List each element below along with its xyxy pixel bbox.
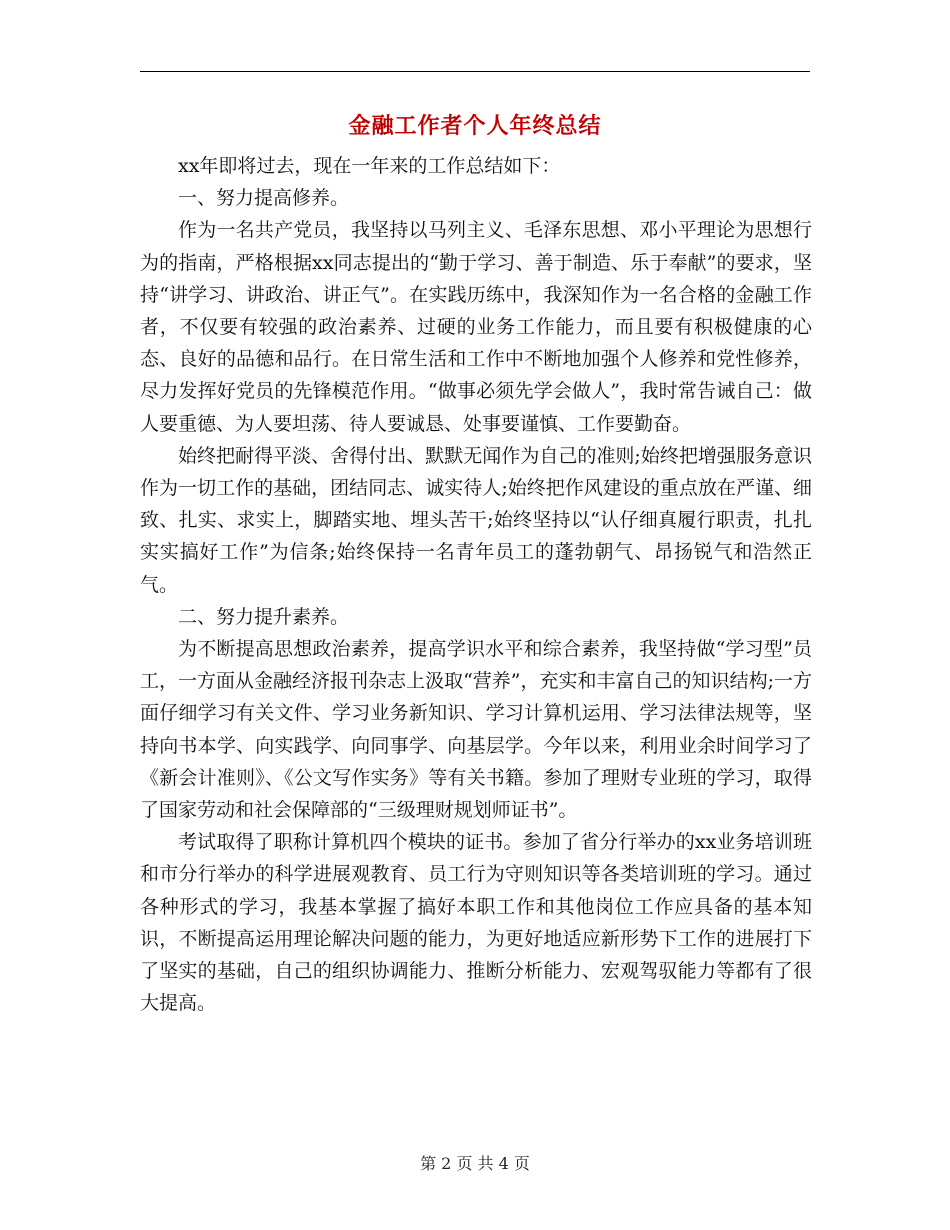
section-heading-2: 二、努力提升素养。: [178, 605, 350, 628]
section-heading-1: 一、努力提高修养。: [178, 187, 350, 210]
body-paragraph: 考试取得了职称计算机四个模块的证书。参加了省分行举办的xx业务培训班和市分行举办的科学进展观教育、员工行为守则知识等各类培训班的学习。通过各种形式的学习，我基本掌握了搞好本职工作和其他岗位工作应具备的基本知识，不断提高运用理论解决问题的能力，为更好地适应新形势下工作的进展打下了坚实的基础，自己的组织协调能力、推断分析能力、宏观驾驭能力等都有了很大提高。: [140, 831, 812, 1015]
page-number-footer: 第 2 页 共 4 页: [420, 1154, 530, 1173]
body-paragraph: 始终把耐得平淡、舍得付出、默默无闻作为自己的准则;始终把增强服务意识作为一切工作的基础，团结同志、诚实待人;始终把作风建设的重点放在严谨、细致、扎实、求实上，脚踏实地、埋头苦干;始终坚持以“认仔细真履行职责，扎扎实实搞好工作”为信条;始终保持一名青年员工的蓬勃朝气、昂扬锐气和浩然正气。: [140, 444, 812, 596]
header-rule: [140, 71, 810, 72]
intro-paragraph: xx年即将过去，现在一年来的工作总结如下：: [178, 155, 561, 177]
document-body: [140, 150, 812, 1019]
body-paragraph: 作为一名共产党员，我坚持以马列主义、毛泽东思想、邓小平理论为思想行为的指南，严格根据xx同志提出的“勤于学习、善于制造、乐于奉献”的要求，坚持“讲学习、讲政治、讲正气”。在实践历练中，我深知作为一名合格的金融工作者，不仅要有较强的政治素养、过硬的业务工作能力，而且要有积极健康的心态、良好的品德和品行。在日常生活和工作中不断地加强个人修养和党性修养，尽力发挥好党员的先锋模范作用。“做事必须先学会做人”，我时常告诫自己：做人要重德、为人要坦荡、待人要诚恳、处事要谨慎、工作要勤奋。: [140, 219, 812, 435]
document-title: 金融工作者个人年终总结: [348, 113, 602, 139]
body-paragraph: 为不断提高思想政治素养，提高学识水平和综合素养，我坚持做“学习型”员工，一方面从金融经济报刊杂志上汲取“营养”，充实和丰富自己的知识结构;一方面仔细学习有关文件、学习业务新知识、学习计算机运用、学习法律法规等，坚持向书本学、向实践学、向同事学、向基层学。今年以来，利用业余时间学习了《新会计准则》、《公文写作实务》等有关书籍。参加了理财专业班的学习，取得了国家劳动和社会保障部的“三级理财规划师证书”。: [140, 638, 812, 822]
